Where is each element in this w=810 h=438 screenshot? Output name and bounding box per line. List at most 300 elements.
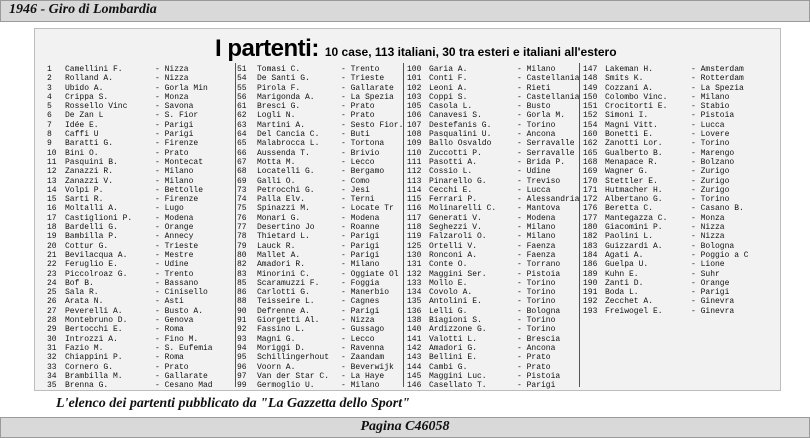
rider-number: 21	[47, 250, 57, 260]
rider-number: 108	[407, 130, 422, 140]
rider-city: - Buti	[341, 130, 370, 140]
rider-number: 141	[407, 334, 422, 344]
rider-name: Volpi P.	[65, 185, 104, 195]
rider-name: Amadori R.	[257, 260, 306, 270]
rider-number: 149	[583, 83, 598, 93]
rider-number: 91	[237, 316, 247, 326]
rider-name: Biagioni S.	[429, 316, 482, 326]
rider-name: Galli O.	[257, 176, 296, 186]
page-number: Pagina C46058	[360, 419, 450, 434]
rider-number: 28	[47, 316, 57, 326]
rider-number: 35	[47, 381, 57, 391]
rider-name: Destefanis G.	[429, 120, 492, 130]
rider-city: - Ginevra	[691, 306, 735, 316]
rider-city: - Savona	[155, 102, 194, 112]
rider-name: Ardizzone G.	[429, 325, 487, 335]
rider-number: 131	[407, 260, 422, 270]
rider-city: - Zurigo	[691, 185, 730, 195]
rider-city: - Pistoia	[517, 269, 561, 279]
rider-name: Mallet A.	[257, 250, 301, 260]
rider-number: 168	[583, 157, 598, 167]
rider-city: - Torrano	[517, 260, 561, 270]
rider-number: 7	[47, 120, 52, 130]
rider-number: 32	[47, 353, 57, 363]
rider-city: - Udine	[155, 260, 189, 270]
rider-name: Locatelli G.	[257, 167, 315, 177]
column-divider	[579, 63, 580, 387]
rider-name: Albertano G.	[605, 195, 663, 205]
rider-city: - Lecco	[341, 334, 375, 344]
rider-number: 114	[407, 185, 422, 195]
rider-number: 76	[237, 213, 247, 223]
rider-number: 94	[237, 343, 247, 353]
rider-name: Lauck R.	[257, 241, 296, 251]
rider-city: - Trento	[155, 269, 194, 279]
rider-city: - Modena	[517, 213, 556, 223]
rider-city: - Gussago	[341, 325, 385, 335]
rider-city: - Rotterdam	[691, 74, 744, 84]
rider-city: - Brivio	[341, 148, 380, 158]
rider-number: 24	[47, 278, 57, 288]
rider-number: 183	[583, 241, 598, 251]
rider-city: - Annecy	[155, 232, 194, 242]
rider-city: - Stabio	[691, 102, 730, 112]
rider-number: 111	[407, 157, 422, 167]
rider-name: Valotti L.	[429, 334, 478, 344]
rider-name: Hutmacher H.	[605, 185, 663, 195]
rider-name: Del Cancia C.	[257, 130, 320, 140]
rider-name: Monari G.	[257, 213, 301, 223]
rider-name: De Zan L	[65, 111, 104, 121]
rider-city: - Busto A.	[155, 306, 204, 316]
rider-city: - Firenze	[155, 195, 199, 205]
rider-city: - Roanne	[341, 223, 380, 233]
rider-name: Chiappini P.	[65, 353, 123, 363]
rider-city: - Torino	[691, 195, 730, 205]
rider-city: - Nizza	[691, 223, 725, 233]
rider-number: 125	[407, 241, 422, 251]
rider-name: Guizzardi A.	[605, 241, 663, 251]
rider-city: - Faenza	[517, 250, 556, 260]
header-title: 1946 - Giro di Lombardia	[9, 2, 157, 17]
rider-number: 2	[47, 74, 52, 84]
rider-number: 165	[583, 148, 598, 158]
rider-city: - Lucca	[691, 120, 725, 130]
rider-number: 56	[237, 92, 247, 102]
rider-city: - Rieti	[517, 83, 551, 93]
rider-number: 64	[237, 130, 247, 140]
rider-number: 23	[47, 269, 57, 279]
rider-name: Zanti D.	[605, 278, 644, 288]
rider-name: Bini O.	[65, 148, 99, 158]
rider-number: 144	[407, 362, 422, 372]
rider-city: - Nizza	[155, 65, 189, 74]
rider-name: Conti F.	[429, 74, 468, 84]
rider-name: Cambi G.	[429, 362, 468, 372]
rider-name: Desertino Jo	[257, 223, 315, 233]
rider-number: 138	[407, 316, 422, 326]
rider-city: - La Haye	[341, 371, 385, 381]
rider-name: Conte O.	[429, 260, 468, 270]
rider-number: 147	[583, 65, 598, 74]
rider-name: Zanazzi R.	[65, 167, 114, 177]
rider-number: 63	[237, 120, 247, 130]
rider-number: 22	[47, 260, 57, 270]
rider-number: 150	[583, 92, 598, 102]
rider-number: 55	[237, 83, 247, 93]
rider-name: Bof B.	[65, 278, 94, 288]
rider-name: Germoglio U.	[257, 381, 315, 391]
rider-name: Caffi U	[65, 130, 99, 140]
rider-number: 169	[583, 167, 598, 177]
rider-name: Freiwogel E.	[605, 306, 663, 316]
rider-name: Carlotti G.	[257, 288, 310, 298]
rider-name: Martini A.	[257, 120, 306, 130]
rider-city: - Marengo	[691, 148, 735, 158]
rider-city: - Lovere	[691, 130, 730, 140]
rider-city: - Prato	[341, 102, 375, 112]
rider-number: 83	[237, 269, 247, 279]
rider-name: Moriggi D.	[257, 343, 306, 353]
rider-city: - Roma	[155, 353, 184, 363]
rider-name: Gualberto B.	[605, 148, 663, 158]
rider-name: Canavesi S.	[429, 111, 482, 121]
rider-name: Brambilla M.	[65, 371, 123, 381]
clipping-title	[215, 35, 617, 63]
rider-name: Maggini Ser.	[429, 269, 487, 279]
rider-number: 9	[47, 139, 52, 149]
rider-name: Casola L.	[429, 102, 473, 112]
rider-number: 82	[237, 260, 247, 270]
rider-name: Bresci G.	[257, 102, 301, 112]
rider-name: Pasotti A.	[429, 157, 478, 167]
rider-number: 69	[237, 176, 247, 186]
rider-name: Fassino L.	[257, 325, 306, 335]
rider-city: - Orange	[155, 223, 194, 233]
rider-number: 54	[237, 74, 247, 84]
rider-city: - Bassano	[155, 278, 199, 288]
rider-name: Tomasi C.	[257, 65, 301, 74]
rider-name: Zanotti Lor.	[605, 139, 663, 149]
rider-name: Lakeman H.	[605, 65, 654, 74]
rider-name: Bonetti E.	[605, 130, 654, 140]
rider-name: Rolland A.	[65, 74, 114, 84]
rider-number: 113	[407, 176, 422, 186]
rider-city: - Monza	[691, 213, 725, 223]
rider-number: 26	[47, 297, 57, 307]
rider-city: - Milano	[517, 223, 556, 233]
rider-city: - Ancona	[517, 343, 556, 353]
rider-number: 80	[237, 250, 247, 260]
rider-number: 117	[407, 213, 422, 223]
rider-number: 8	[47, 130, 52, 140]
rider-name: Cecchi E.	[429, 185, 473, 195]
rider-city: - Torino	[517, 288, 556, 298]
rider-name: Seghezzi V.	[429, 223, 482, 233]
newspaper-clipping	[34, 28, 781, 391]
rider-number: 132	[407, 269, 422, 279]
rider-city: - Lugo	[155, 204, 184, 214]
rider-city: - Cagnes	[341, 297, 380, 307]
rider-number: 86	[237, 288, 247, 298]
rider-city: - Gorla M.	[517, 111, 566, 121]
rider-name: Crippa S.	[65, 92, 109, 102]
rider-city: - Manerbio	[341, 288, 390, 298]
rider-city: - Nizza	[155, 74, 189, 84]
rider-number: 162	[583, 139, 598, 149]
rider-city: - Modena	[341, 213, 380, 223]
rider-name: Covolo A.	[429, 288, 473, 298]
rider-number: 106	[407, 111, 422, 121]
rider-name: Defrenne A.	[257, 306, 310, 316]
rider-number: 77	[237, 223, 247, 233]
rider-number: 14	[47, 185, 57, 195]
rider-name: Maggini Luc.	[429, 371, 487, 381]
rider-number: 1	[47, 65, 52, 74]
rider-name: Zanazzi V.	[65, 176, 114, 186]
rider-city: - S. Fior	[155, 111, 199, 121]
rider-city: - Genova	[155, 316, 194, 326]
rider-number: 152	[583, 111, 598, 121]
rider-name: Giorgetti Al.	[257, 316, 320, 326]
rider-number: 95	[237, 353, 247, 363]
rider-number: 65	[237, 139, 247, 149]
rider-number: 92	[237, 325, 247, 335]
rider-city: - Prato	[341, 111, 375, 121]
rider-city: - Jesi	[341, 185, 370, 195]
rider-number: 25	[47, 288, 57, 298]
rider-name: Brenna G.	[65, 381, 109, 391]
rider-number: 145	[407, 371, 422, 381]
rider-number: 143	[407, 353, 422, 363]
rider-number: 191	[583, 288, 598, 298]
rider-city: - Torino	[691, 139, 730, 149]
rider-number: 103	[407, 92, 422, 102]
rider-name: Bellini E.	[429, 353, 478, 363]
rider-city: - Tortona	[341, 139, 385, 149]
rider-name: Cottur G.	[65, 241, 109, 251]
rider-city: - Parigi	[341, 241, 380, 251]
rider-city: - Zurigo	[691, 167, 730, 177]
rider-name: Colombo Vinc.	[605, 92, 668, 102]
rider-name: Sarti R.	[65, 195, 104, 205]
rider-number: 62	[237, 111, 247, 121]
rider-city: - Parigi	[155, 130, 194, 140]
rider-number: 78	[237, 232, 247, 242]
rider-city: - Milano	[341, 260, 380, 270]
rider-number: 51	[237, 65, 247, 74]
rider-name: Castiglioni P.	[65, 213, 133, 223]
rider-number: 142	[407, 343, 422, 353]
rider-number: 140	[407, 325, 422, 335]
rider-number: 130	[407, 250, 422, 260]
rider-city: - Ginevra	[691, 297, 735, 307]
rider-number: 100	[407, 65, 422, 74]
rider-city: - Firenze	[155, 139, 199, 149]
rider-number: 4	[47, 92, 52, 102]
rider-city: - Milano	[517, 232, 556, 242]
rider-name: Feruglio E.	[65, 260, 118, 270]
rider-name: Moltalli A.	[65, 204, 118, 214]
rider-number: 12	[47, 167, 57, 177]
rider-number: 184	[583, 250, 598, 260]
rider-number: 99	[237, 381, 247, 391]
rider-city: - Nizza	[341, 316, 375, 326]
rider-city: - Mestre	[155, 250, 194, 260]
rider-number: 192	[583, 297, 598, 307]
rider-number: 75	[237, 204, 247, 214]
rider-city: - Bologna	[691, 241, 735, 251]
rider-number: 68	[237, 167, 247, 177]
rider-name: Agati A.	[605, 250, 644, 260]
column-divider	[403, 63, 404, 387]
rider-name: Piccolroaz G.	[65, 269, 128, 279]
rider-city: - Suhr	[691, 269, 720, 279]
rider-number: 13	[47, 176, 57, 186]
rider-number: 172	[583, 195, 598, 205]
rider-city: - Prato	[155, 148, 189, 158]
rider-number: 115	[407, 195, 422, 205]
rider-name: Teisseire L.	[257, 297, 315, 307]
rider-name: Voorn A.	[257, 362, 296, 372]
rider-city: - Zurigo	[691, 176, 730, 186]
rider-city: - Ancona	[517, 130, 556, 140]
rider-city: - Gallarate	[155, 371, 208, 381]
column-divider	[235, 63, 236, 387]
rider-city: - Alessandria	[517, 195, 580, 205]
rider-name: Petrocchi G.	[257, 185, 315, 195]
rider-name: Marigonda A.	[257, 92, 315, 102]
rider-city: - Prato	[517, 353, 551, 363]
rider-name: Paolini L.	[605, 232, 654, 242]
rider-city: - Bergamo	[341, 167, 385, 177]
rider-name: Bertocchi E.	[65, 325, 123, 335]
rider-number: 18	[47, 223, 57, 233]
rider-city: - Parigi	[341, 306, 380, 316]
rider-number: 146	[407, 381, 422, 391]
rider-city: - Treviso	[517, 176, 561, 186]
rider-number: 112	[407, 167, 422, 177]
rider-number: 97	[237, 371, 247, 381]
rider-city: - Asti	[155, 297, 184, 307]
rider-name: Arata N.	[65, 297, 104, 307]
rider-number: 79	[237, 241, 247, 251]
rider-name: Idée E.	[65, 120, 99, 130]
rider-name: Bambilla P.	[65, 232, 118, 242]
rider-city: - Beverwijk	[341, 362, 394, 372]
rider-number: 16	[47, 204, 57, 214]
rider-number: 133	[407, 278, 422, 288]
rider-name: Beretta C.	[605, 204, 654, 214]
rider-city: - Mantova	[517, 204, 561, 214]
rider-name: Stettler E.	[605, 176, 658, 186]
rider-name: Pirola F.	[257, 83, 301, 93]
rider-number: 74	[237, 195, 247, 205]
rider-city: - Foggia	[341, 278, 380, 288]
rider-city: - Faenza	[517, 241, 556, 251]
rider-name: Peverelli A.	[65, 306, 123, 316]
rider-number: 118	[407, 223, 422, 233]
rider-name: Bevilacqua A.	[65, 250, 128, 260]
rider-city: - Torino	[517, 297, 556, 307]
rider-city: - Castellania	[517, 74, 580, 84]
rider-number: 67	[237, 157, 247, 167]
rider-city: - Milano	[341, 381, 380, 391]
rider-city: - Locate Tr	[341, 204, 394, 214]
rider-city: - Udine	[517, 167, 551, 177]
rider-name: Mantegazza C.	[605, 213, 668, 223]
rider-name: Simoni I.	[605, 111, 649, 121]
rider-number: 19	[47, 232, 57, 242]
rider-number: 193	[583, 306, 598, 316]
clipping-subtitle: 10 case, 113 italiani, 30 tra esteri e italiani all'estero	[324, 45, 617, 59]
clipping-caption: L'elenco dei partenti pubblicato da "La Gazzetta dello Sport"	[56, 396, 410, 411]
rider-city: - Poggio a C	[691, 250, 749, 260]
rider-city: - Prato	[155, 362, 189, 372]
rider-city: - Orange	[691, 278, 730, 288]
rider-name: Cornero G.	[65, 362, 114, 372]
rider-number: 109	[407, 139, 422, 149]
rider-city: - Roma	[155, 325, 184, 335]
rider-number: 107	[407, 120, 422, 130]
rider-number: 116	[407, 204, 422, 214]
rider-number: 177	[583, 213, 598, 223]
rider-number: 160	[583, 130, 598, 140]
rider-number: 151	[583, 102, 598, 112]
rider-name: Wagner G.	[605, 167, 649, 177]
rider-name: Malabrocca L.	[257, 139, 320, 149]
rider-name: Pinarello G.	[429, 176, 487, 186]
rider-city: - La Spezia	[341, 92, 394, 102]
rider-name: Spinazzi M.	[257, 204, 310, 214]
rider-number: 73	[237, 185, 247, 195]
rider-name: Zuccotti P.	[429, 148, 482, 158]
rider-number: 136	[407, 306, 422, 316]
rider-name: Sala R.	[65, 288, 99, 298]
rider-city: - Busto	[517, 102, 551, 112]
rider-city: - Parigi	[517, 381, 556, 391]
rider-number: 34	[47, 371, 57, 381]
rider-name: Scaramuzzi F.	[257, 278, 320, 288]
rider-number: 33	[47, 362, 57, 372]
rider-name: Motta M.	[257, 157, 296, 167]
rider-name: Palla Elv.	[257, 195, 306, 205]
rider-name: Coppi S.	[429, 92, 468, 102]
rider-name: Logli N.	[257, 111, 296, 121]
rider-number: 31	[47, 343, 57, 353]
rider-city: - Bologna	[517, 306, 561, 316]
rider-city: - Parigi	[691, 288, 730, 298]
rider-number: 30	[47, 334, 57, 344]
rider-name: Pasqualini U.	[429, 130, 492, 140]
rider-city: - Amsterdam	[691, 65, 744, 74]
rider-city: - Zaandam	[341, 353, 385, 363]
rider-name: Generati V.	[429, 213, 482, 223]
rider-city: - Gallarate	[341, 83, 394, 93]
rider-number: 15	[47, 195, 57, 205]
rider-number: 190	[583, 278, 598, 288]
rider-name: Lelli G.	[429, 306, 468, 316]
rider-number: 61	[237, 102, 247, 112]
rider-city: - Lucca	[517, 185, 551, 195]
rider-city: - La Spezia	[691, 83, 744, 93]
rider-number: 134	[407, 288, 422, 298]
footer-bar	[0, 417, 810, 438]
rider-number: 93	[237, 334, 247, 344]
rider-number: 27	[47, 306, 57, 316]
rider-number: 101	[407, 74, 422, 84]
rider-number: 88	[237, 297, 247, 307]
